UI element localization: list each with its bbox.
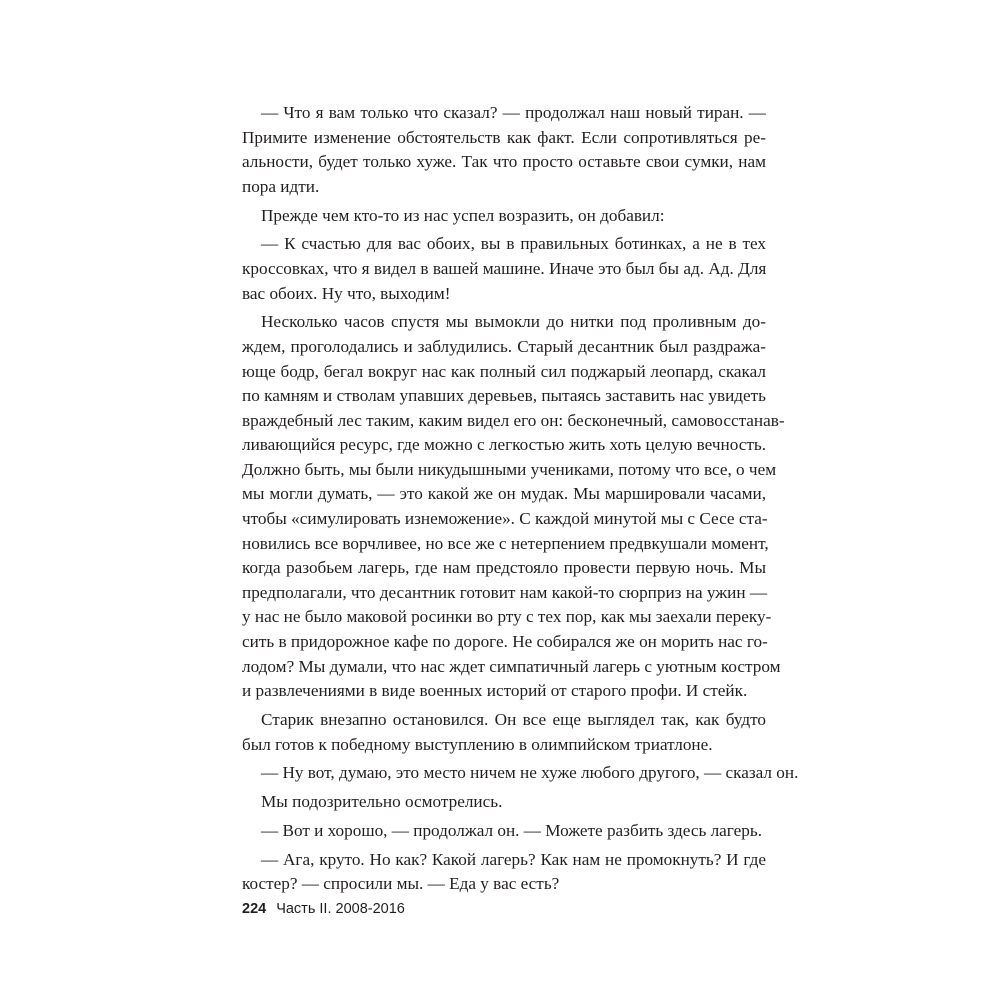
page-number: 224 <box>242 901 267 917</box>
text-line: по камням и стволам упавших деревьев, пытаясь заставить нас увидеть <box>242 386 766 406</box>
text-line: — К счастью для вас обоих, вы в правильных ботинках, а не в тех <box>261 234 766 254</box>
body-text <box>242 101 799 897</box>
text-line: Должно быть, мы были никудышными учениками, потому что все, о чем <box>242 459 777 479</box>
text-line: когда разобьем лагерь, где нам предстояло провести первую ночь. Мы <box>242 558 766 578</box>
paragraph <box>242 101 766 199</box>
text-line: сить в придорожное кафе по дороге. Не собирался же он морить нас го- <box>242 632 768 652</box>
text-line: Мы подозрительно осмотрелись. <box>261 792 503 812</box>
text-line: кроссовках, что я видел в вашей машине. Иначе это был бы ад. Ад. Для <box>242 258 767 278</box>
running-section-title: Часть II. 2008-2016 <box>276 901 405 917</box>
text-line: у нас не было маковой росинки во рту с тех пор, как мы заехали переку- <box>242 607 772 627</box>
text-line: Несколько часов спустя мы вымокли до нитки под проливным до- <box>261 312 766 332</box>
text-line: враждебный лес таким, каким видел его он: бесконечный, самовосстанав- <box>242 410 785 430</box>
text-line: — Вот и хорошо, — продолжал он. — Можете разбить здесь лагерь. <box>261 820 762 840</box>
paragraph <box>242 790 766 815</box>
text-line: юще бодр, бегал вокруг нас как полный сил поджарый леопард, скакал <box>242 361 766 381</box>
paragraph <box>242 708 766 757</box>
paragraph <box>242 819 766 844</box>
text-line: пора идти. <box>242 176 320 196</box>
paragraph <box>242 310 785 704</box>
text-line: — Ну вот, думаю, это место ничем не хуже любого другого, — сказал он. <box>261 763 799 783</box>
text-line: чтобы «симулировать изнеможение». С каждой минутой мы с Сесе ста- <box>242 509 768 529</box>
text-line: предполагали, что десантник готовит нам какой-то сюрприз на ужин — <box>242 582 768 602</box>
text-line: новились все ворчливее, но все же с нетерпением предвкушали момент, <box>242 533 769 553</box>
text-line: Старик внезапно остановился. Он все еще выглядел так, как будто <box>261 710 766 729</box>
text-line: ливающийся ресурс, где можно с легкостью жить хоть целую вечность. <box>242 435 766 455</box>
text-line: костер? — спросили мы. — Еда у вас есть? <box>242 874 560 894</box>
text-line: вас обоих. Ну что, выходим! <box>242 283 451 303</box>
text-line: и развлечениями в виде военных историй от старого профи. И стейк. <box>242 681 748 701</box>
text-line: Примите изменение обстоятельств как факт. Если сопротивляться ре- <box>242 127 766 147</box>
paragraph <box>242 848 766 897</box>
paragraph <box>242 232 766 306</box>
text-line: лодом? Мы думали, что нас ждет симпатичный лагерь с уютным костром <box>242 656 781 676</box>
text-line: — Ага, круто. Но как? Какой лагерь? Как нам не промокнуть? И где <box>261 849 766 869</box>
page-footer <box>242 901 405 917</box>
text-line: — Что я вам только что сказал? — продолжал наш новый тиран. — <box>261 103 766 122</box>
text-line: альности, будет только хуже. Так что просто оставьте свои сумки, нам <box>242 152 766 172</box>
text-line: мы могли думать, — это какой же он мудак. Мы маршировали часами, <box>242 484 766 504</box>
text-line: ждем, проголодались и заблудились. Старый десантник был раздража- <box>242 336 766 356</box>
text-line: был готов к победному выступлению в олимпийском триатлоне. <box>242 734 713 754</box>
paragraph <box>242 761 799 786</box>
paragraph <box>242 204 766 229</box>
text-line: Прежде чем кто-то из нас успел возразить, он добавил: <box>261 205 665 225</box>
